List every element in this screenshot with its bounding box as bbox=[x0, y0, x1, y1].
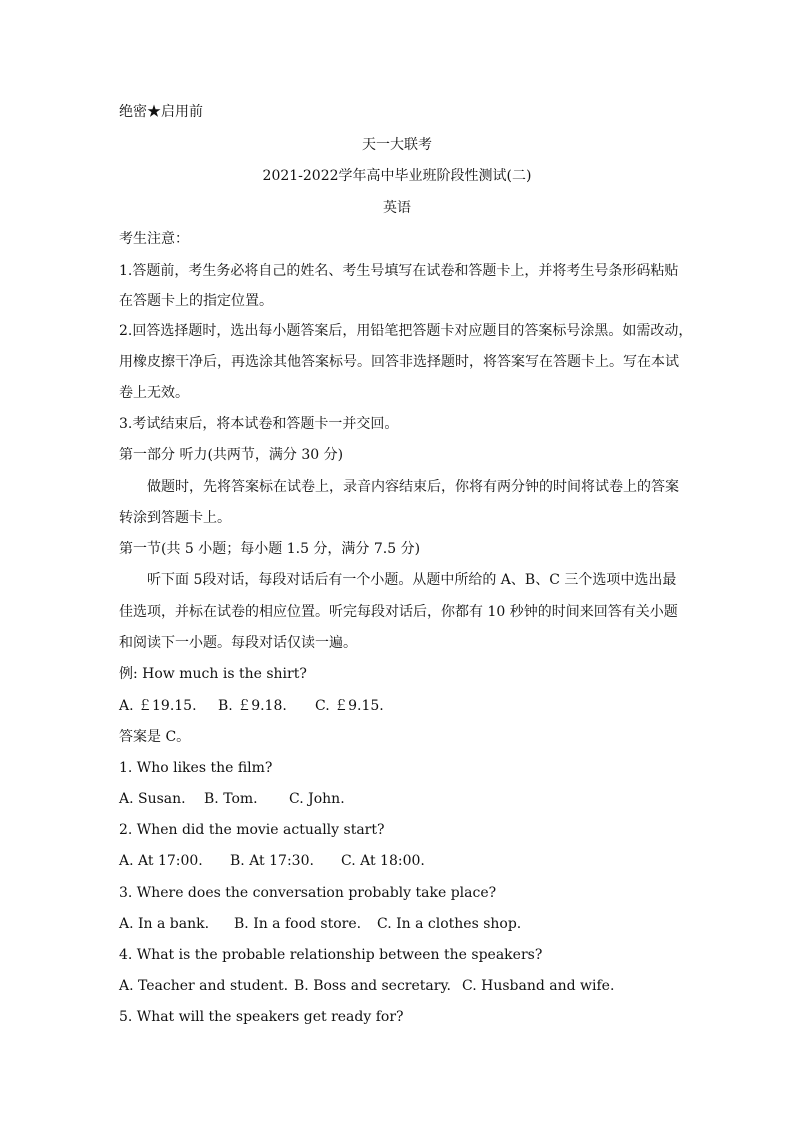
secret-label: 绝密★启用前 bbox=[119, 104, 203, 120]
example-option-c: C. ￡9.15. bbox=[315, 698, 384, 714]
question-4-option-b: B. Boss and secretary. bbox=[294, 978, 451, 994]
organization-title: 天一大联考 bbox=[362, 137, 432, 153]
question-2-options bbox=[119, 852, 425, 870]
question-4: 4. What is the probable relationship between the speakers? bbox=[119, 947, 543, 963]
section-1-instruction-line-2: 佳选项，并标在试卷的相应位置。听完每段对话后，你都有 10 秒钟的时间来回答有关小题 bbox=[119, 604, 678, 620]
notice-item-1-line-1: 1.答题前，考生务必将自己的姓名、考生号填写在试卷和答题卡上，并将考生号条形码粘贴 bbox=[119, 263, 679, 279]
question-1-option-b: B. Tom. bbox=[204, 791, 258, 807]
question-4-option-c: C. Husband and wife. bbox=[462, 978, 615, 994]
example-option-a: A. ￡19.15. bbox=[119, 698, 197, 714]
notice-heading: 考生注意： bbox=[119, 231, 189, 247]
question-4-option-a: A. Teacher and student. bbox=[119, 978, 289, 994]
question-2: 2. When did the movie actually start? bbox=[119, 822, 385, 838]
notice-item-2-line-3: 卷上无效。 bbox=[119, 385, 189, 401]
example-options bbox=[119, 697, 384, 715]
question-1-option-c: C. John. bbox=[289, 791, 345, 807]
question-4-options bbox=[119, 977, 614, 995]
part-1-intro-line-1: 做题时，先将答案标在试卷上，录音内容结束后，你将有两分钟的时间将试卷上的答案 bbox=[147, 479, 679, 495]
question-2-option-b: B. At 17:30. bbox=[230, 853, 314, 869]
notice-item-2-line-1: 2.回答选择题时，选出每小题答案后，用铅笔把答题卡对应题目的答案标号涂黑。如需改动， bbox=[119, 323, 693, 339]
exam-title: 2021-2022学年高中毕业班阶段性测试(二) bbox=[262, 168, 532, 184]
example-question: 例: How much is the shirt? bbox=[119, 666, 307, 682]
question-1: 1. Who likes the film? bbox=[119, 760, 273, 776]
notice-item-3: 3.考试结束后，将本试卷和答题卡一并交回。 bbox=[119, 416, 399, 432]
question-3-option-b: B. In a food store. bbox=[234, 916, 362, 932]
question-3-options bbox=[119, 915, 521, 933]
question-3: 3. Where does the conversation probably take place? bbox=[119, 885, 497, 901]
notice-item-2-line-2: 用橡皮擦干净后，再选涂其他答案标号。回答非选择题时，将答案写在答题卡上。写在本试 bbox=[119, 354, 679, 370]
subject-title: 英语 bbox=[383, 200, 411, 216]
question-2-option-c: C. At 18:00. bbox=[341, 853, 425, 869]
question-2-option-a: A. At 17:00. bbox=[119, 853, 203, 869]
example-option-b: B. ￡9.18. bbox=[218, 698, 287, 714]
example-answer: 答案是 C。 bbox=[119, 729, 191, 745]
section-1-instruction-line-1: 听下面 5段对话，每段对话后有一个小题。从题中所给的 A、B、C 三个选项中选出最 bbox=[147, 572, 677, 588]
question-5: 5. What will the speakers get ready for? bbox=[119, 1009, 404, 1025]
notice-item-1-line-2: 在答题卡上的指定位置。 bbox=[119, 293, 273, 309]
part-1-intro-line-2: 转涂到答题卡上。 bbox=[119, 510, 231, 526]
question-3-option-a: A. In a bank. bbox=[119, 916, 210, 932]
question-1-option-a: A. Susan. bbox=[119, 791, 186, 807]
section-1-instruction-line-3: 和阅读下一小题。每段对话仅读一遍。 bbox=[119, 635, 357, 651]
section-1-heading: 第一节(共 5 小题；每小题 1.5 分，满分 7.5 分) bbox=[119, 541, 421, 557]
question-1-options bbox=[119, 790, 345, 808]
question-3-option-c: C. In a clothes shop. bbox=[377, 916, 522, 932]
part-1-heading: 第一部分 听力(共两节，满分 30 分) bbox=[119, 447, 344, 463]
